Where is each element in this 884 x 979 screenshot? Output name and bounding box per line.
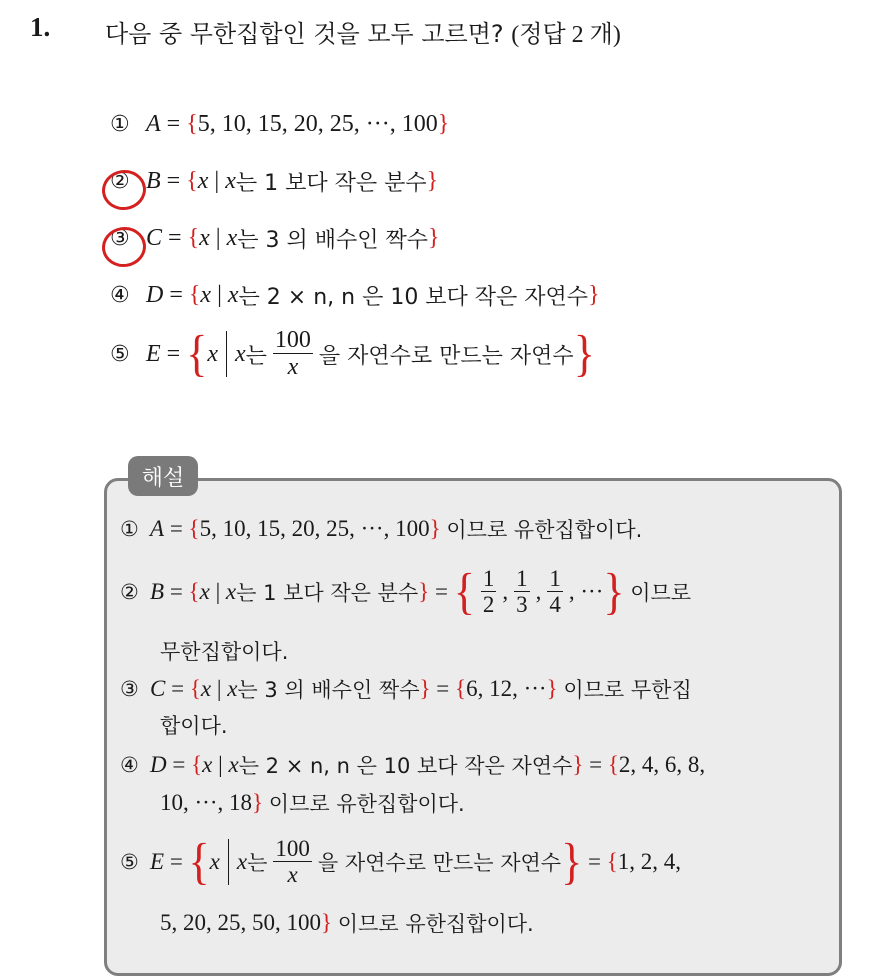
solution-number: ② — [120, 580, 139, 604]
set-condition: 는 3 의 배수인 짝수 — [237, 227, 428, 253]
fraction: $\frac{1}{2}$ — [482, 565, 495, 617]
set-name: E — [146, 340, 161, 367]
answer-circle-mark — [99, 167, 148, 213]
set-elements: 6, 12, ··· — [466, 676, 547, 701]
solution-line-3b — [160, 710, 228, 740]
set-builder-bar — [226, 331, 227, 377]
question-prompt: 다음 중 무한집합인 것을 모두 고르면? — [105, 20, 504, 48]
question-number: 1. — [30, 12, 51, 42]
fraction: $\frac{100}{x}$ — [275, 835, 310, 887]
solution-line-2: ② B = { x | x 는 1 보다 작은 분수 } = { $\frac{1}{2}$ , $\frac{1}{3}$ , $\frac{1}{4}$ , ··· } 이므로 — [120, 563, 692, 620]
fraction: $\frac{1}{3}$ — [516, 565, 528, 617]
set-variable: x — [197, 167, 209, 194]
set-name: A — [146, 110, 161, 137]
choice-2[interactable]: ② B = { x | x 는 1 보다 작은 분수 } — [110, 161, 438, 201]
set-condition: 는 1 보다 작은 분수 — [235, 170, 427, 196]
set-variable: x — [199, 224, 210, 251]
choice-1[interactable]: ① A = { 5, 10, 15, 20, 25, ···, 100 } — [110, 110, 450, 137]
set-elements: 5, 20, 25, 50, 100 — [160, 910, 321, 935]
set-name: C — [150, 676, 166, 701]
answer-circle-mark — [99, 224, 148, 270]
solution-tab: 해설 — [128, 456, 198, 496]
set-variable: x — [226, 224, 238, 251]
set-condition: 는 3 의 배수인 짝수 — [237, 678, 420, 702]
solution-number: ⑤ — [120, 850, 139, 874]
set-elements: 5, 10, 15, 20, 25, ···, 100 — [197, 110, 438, 137]
set-name: B — [146, 167, 161, 194]
set-variable: x — [227, 281, 239, 308]
set-condition: 을 자연수로 만드는 자연수 — [317, 851, 562, 875]
choice-number: ② — [110, 169, 146, 194]
choice-number: ① — [110, 111, 130, 137]
set-name: C — [146, 224, 163, 251]
choice-3[interactable]: ③ C = { x | x 는 3 의 배수인 짝수 } — [110, 218, 439, 258]
set-elements: 5, 10, 15, 20, 25, ···, 100 — [199, 516, 430, 541]
fraction: $\frac{100}{x}$ — [274, 326, 311, 380]
solution-line-2b — [160, 636, 288, 666]
set-elements: 2, 4, 6, 8, — [618, 752, 706, 777]
set-condition: 는 2 × n, n 은 10 보다 작은 자연수 — [238, 754, 573, 778]
choice-number: ③ — [110, 226, 146, 251]
set-variable: x — [207, 340, 218, 367]
solution-conclusion: 이므로 무한집 — [563, 678, 692, 702]
set-name: B — [150, 579, 165, 604]
solution-conclusion: 이므로 유한집합이다. — [337, 912, 534, 936]
set-condition: 는 — [247, 851, 268, 875]
solution-line-4: ④ D = { x | x 는 2 × n, n 은 10 보다 작은 자연수 } = { 2, 4, 6, 8, — [120, 752, 706, 778]
solution-line-3: ③ C = { x | x 는 3 의 배수인 짝수 } = { 6, 12, ··· } 이므로 무한집 — [120, 676, 692, 702]
solution-line-5b: 5, 20, 25, 50, 100 } 이므로 유한집합이다. — [160, 910, 534, 936]
set-condition: 는 — [245, 343, 267, 369]
set-builder-bar — [228, 839, 229, 885]
solution-conclusion: 이므로 유한집합이다. — [268, 792, 465, 816]
set-condition: 는 1 보다 작은 분수 — [236, 581, 419, 605]
solution-number: ③ — [120, 677, 139, 701]
solution-conclusion: 합이다. — [160, 714, 228, 738]
set-condition: 을 자연수로 만드는 자연수 — [318, 343, 574, 369]
choice-number: ④ — [110, 282, 130, 308]
set-name: E — [150, 849, 165, 874]
set-elements: 1, 2, 4, — [617, 849, 681, 874]
choice-4[interactable]: ④ D = { x | x 는 2 × n, n 은 10 보다 작은 자연수 } — [110, 281, 600, 310]
set-variable: x — [235, 340, 246, 367]
set-name: A — [150, 516, 165, 541]
solution-line-4b: 10, ···, 18 } 이므로 유한집합이다. — [160, 790, 465, 816]
choice-number: ⑤ — [110, 341, 130, 367]
solution-line-1: ① A = { 5, 10, 15, 20, 25, ···, 100 } 이므로 유한집합이다. — [120, 516, 643, 542]
answer-count-note: (정답 2 개) — [511, 22, 621, 48]
solution-conclusion: 이므로 — [630, 581, 692, 605]
set-variable: x — [200, 281, 212, 308]
set-name: D — [150, 752, 167, 777]
solution-conclusion: 무한집합이다. — [160, 640, 289, 664]
fraction: $\frac{1}{4}$ — [549, 565, 561, 617]
set-variable: x — [225, 167, 236, 194]
solution-number: ① — [120, 517, 139, 541]
set-elements: 10, ···, 18 — [160, 790, 252, 815]
solution-conclusion: 이므로 유한집합이다. — [446, 518, 643, 542]
solution-number: ④ — [120, 753, 139, 777]
question-text — [105, 14, 621, 49]
set-condition: 는 2 × n, n 은 10 보다 작은 자연수 — [238, 284, 589, 310]
choice-5[interactable]: ⑤ E = { x x 는 $\frac{100}{x}$ 을 자연수로 만드는 자연수 } — [110, 325, 595, 382]
solution-line-5: ⑤ E = { x x 는 $\frac{100}{x}$ 을 자연수로 만드는 자연수 } = { 1, 2, 4, — [120, 833, 681, 890]
set-name: D — [146, 281, 164, 308]
